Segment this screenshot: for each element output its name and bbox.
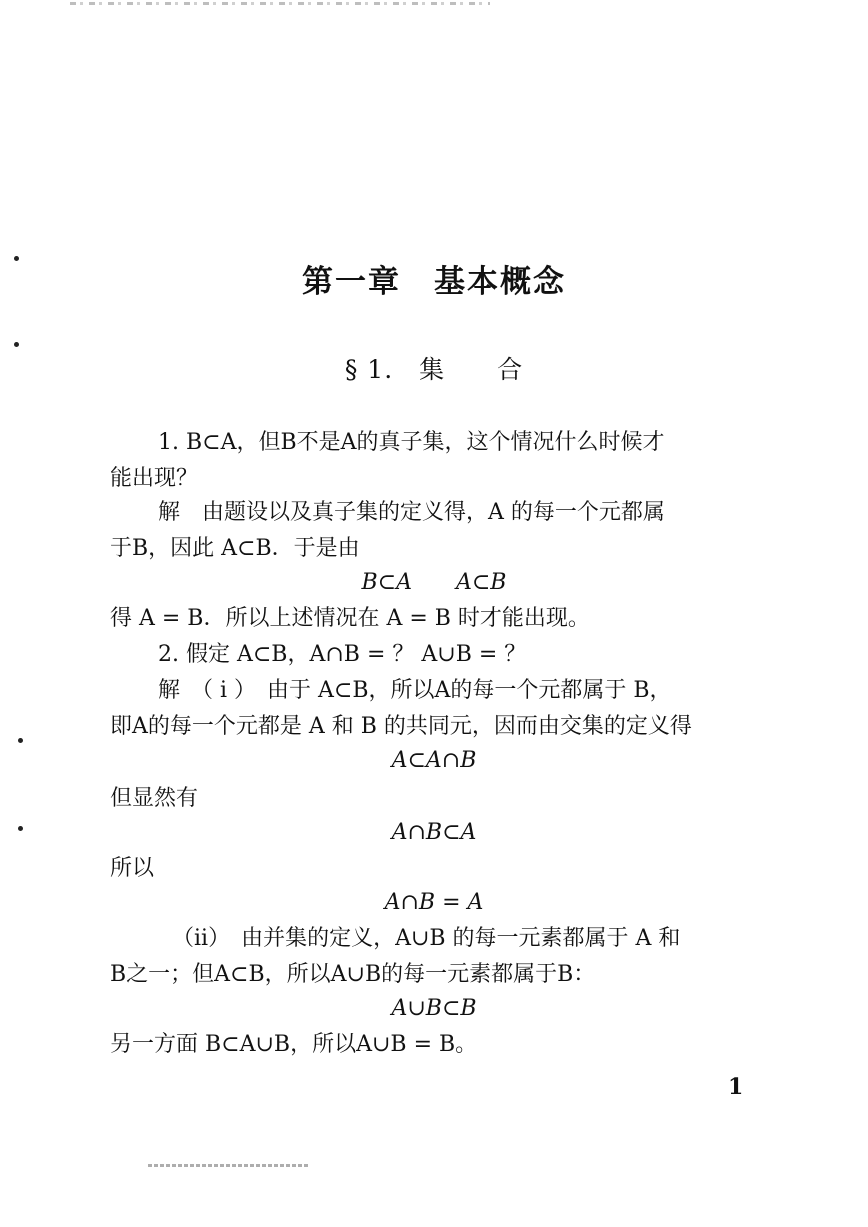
solution-2-line: 即A的每一个元都是 A 和 B 的共同元，因而由交集的定义得 [110, 714, 692, 739]
page-number: 1 [728, 1074, 744, 1100]
solution-2-line: 但显然有 [110, 786, 199, 811]
scan-speck [14, 342, 19, 347]
formula: B⊂A A⊂B [361, 570, 507, 595]
solution-1-line: 于B，因此 A⊂B．于是由 [110, 536, 360, 561]
header-scan-artifact [70, 2, 490, 5]
solution-2-line: 另一方面 B⊂A∪B，所以A∪B = B。 [110, 1032, 478, 1057]
solution-2-line: 所以 [110, 856, 155, 881]
formula: A∩B = A [384, 890, 484, 915]
problem-2-line: 2. 假定 A⊂B，A∩B = ？ A∪B = ？ [158, 642, 527, 667]
chapter-title: 第一章 基本概念 [302, 264, 566, 300]
formula: A∪B⊂B [391, 996, 477, 1021]
problem-1-line: 1. B⊂A，但B不是A的真子集，这个情况什么时候才 [158, 430, 665, 455]
solution-2-line: 解 （ i ） 由于 A⊂B，所以A的每一个元都属于 B， [158, 678, 672, 703]
footer-scan-artifact [148, 1164, 308, 1167]
section-title: § 1. 集 合 [344, 355, 524, 384]
solution-1-line: 解 由题设以及真子集的定义得，A 的每一个元都属 [158, 500, 665, 525]
formula: A∩B⊂A [391, 820, 477, 845]
scan-speck [18, 738, 23, 743]
solution-2-line: B之一；但A⊂B，所以A∪B的每一元素都属于B： [110, 962, 596, 987]
problem-1-line: 能出现？ [110, 466, 199, 491]
solution-2-line: （ii） 由并集的定义，A∪B 的每一元素都属于 A 和 [172, 926, 681, 951]
formula: A⊂A∩B [391, 748, 477, 773]
solution-1-line: 得 A = B．所以上述情况在 A = B 时才能出现。 [110, 606, 590, 631]
